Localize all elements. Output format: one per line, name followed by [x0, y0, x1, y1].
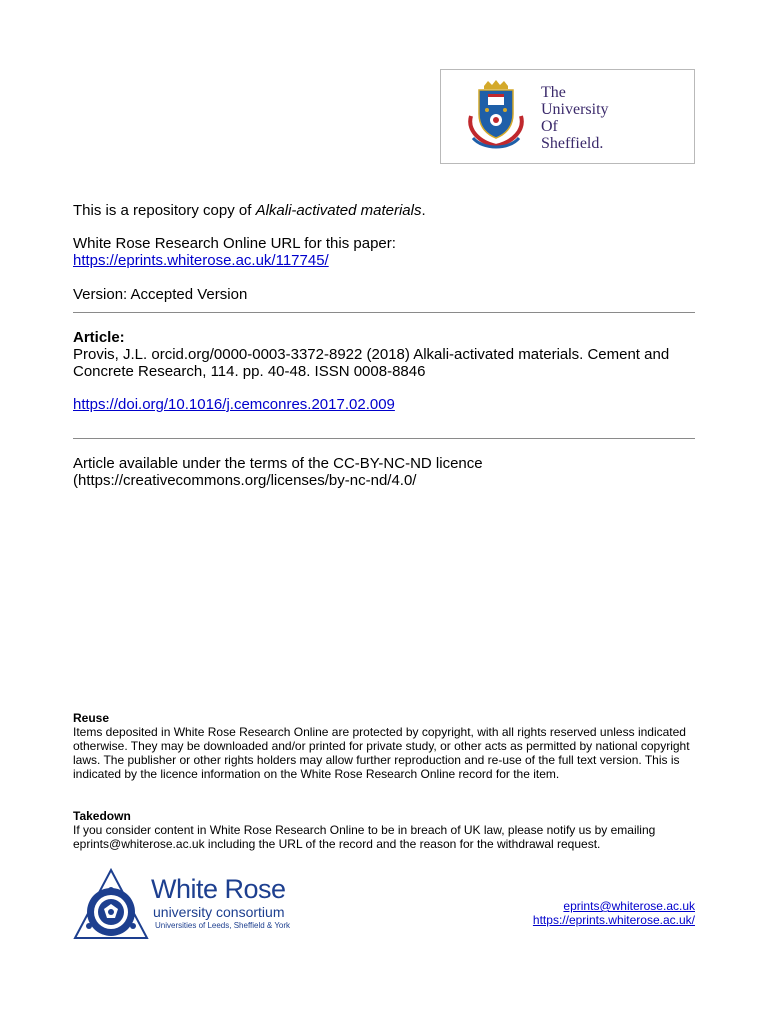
licence-url: (https://creativecommons.org/licenses/by-nc-nd/4.0/	[73, 472, 417, 489]
university-of-sheffield-logo	[440, 69, 695, 164]
repository-prefix: This is a repository copy of	[73, 202, 256, 219]
sheffield-wordmark	[541, 84, 609, 152]
sheffield-wordmark-line: The	[541, 84, 566, 101]
divider	[73, 312, 695, 313]
contact-email-link[interactable]: eprints@whiterose.ac.uk	[563, 899, 695, 913]
takedown-heading: Takedown	[73, 809, 131, 823]
licence-line: Article available under the terms of the CC-BY-NC-ND licence	[73, 455, 483, 472]
sheffield-wordmark-line: University	[541, 101, 609, 118]
contact-site-link[interactable]: https://eprints.whiterose.ac.uk/	[532, 913, 695, 927]
sheffield-wordmark-line: Sheffield.	[541, 135, 604, 152]
takedown-body: If you consider content in White Rose Research Online to be in breach of UK law, please notify us by emailing eprints@whiterose.ac.uk including the URL of the record and the reason for the withdrawal request.	[73, 823, 656, 851]
white-rose-emblem-icon	[73, 868, 149, 940]
reuse-body: Items deposited in White Rose Research Online are protected by copyright, with all rights reserved unless indicated otherwise. They may be downloaded and/or printed for private study, or other acts as permitted by national copyright laws. The publisher or other rights holders may allow further reproduction and re-use of the full text version. This is indicated by the licence information on the White Rose Research Online record for the item.	[73, 725, 690, 781]
article-citation: Provis, J.L. orcid.org/0000-0003-3372-8922 (2018) Alkali-activated materials. Cement and Concrete Research, 114. pp. 40-48. ISSN 0008-8846	[73, 346, 670, 380]
contact-links	[533, 899, 695, 927]
divider	[73, 438, 695, 439]
paper-url-link[interactable]: https://eprints.whiterose.ac.uk/117745/	[73, 252, 329, 269]
repository-suffix: .	[421, 202, 426, 219]
reuse-heading: Reuse	[73, 711, 110, 725]
white-rose-title: White Rose	[151, 874, 286, 904]
url-label: White Rose Research Online URL for this paper:	[73, 235, 396, 252]
article-heading: Article:	[73, 329, 125, 346]
white-rose-logo	[73, 868, 298, 940]
repository-title: Alkali-activated materials	[255, 202, 422, 219]
white-rose-subtitle: university consortium	[153, 904, 285, 920]
white-rose-universities: Universities of Leeds, Sheffield & York	[155, 921, 291, 930]
doi-link[interactable]: https://doi.org/10.1016/j.cemconres.2017.02.009	[73, 396, 395, 413]
repository-line	[73, 202, 426, 219]
sheffield-crest-icon	[457, 80, 535, 154]
sheffield-wordmark-line: Of	[541, 118, 558, 135]
version-text: Version: Accepted Version	[73, 286, 248, 303]
